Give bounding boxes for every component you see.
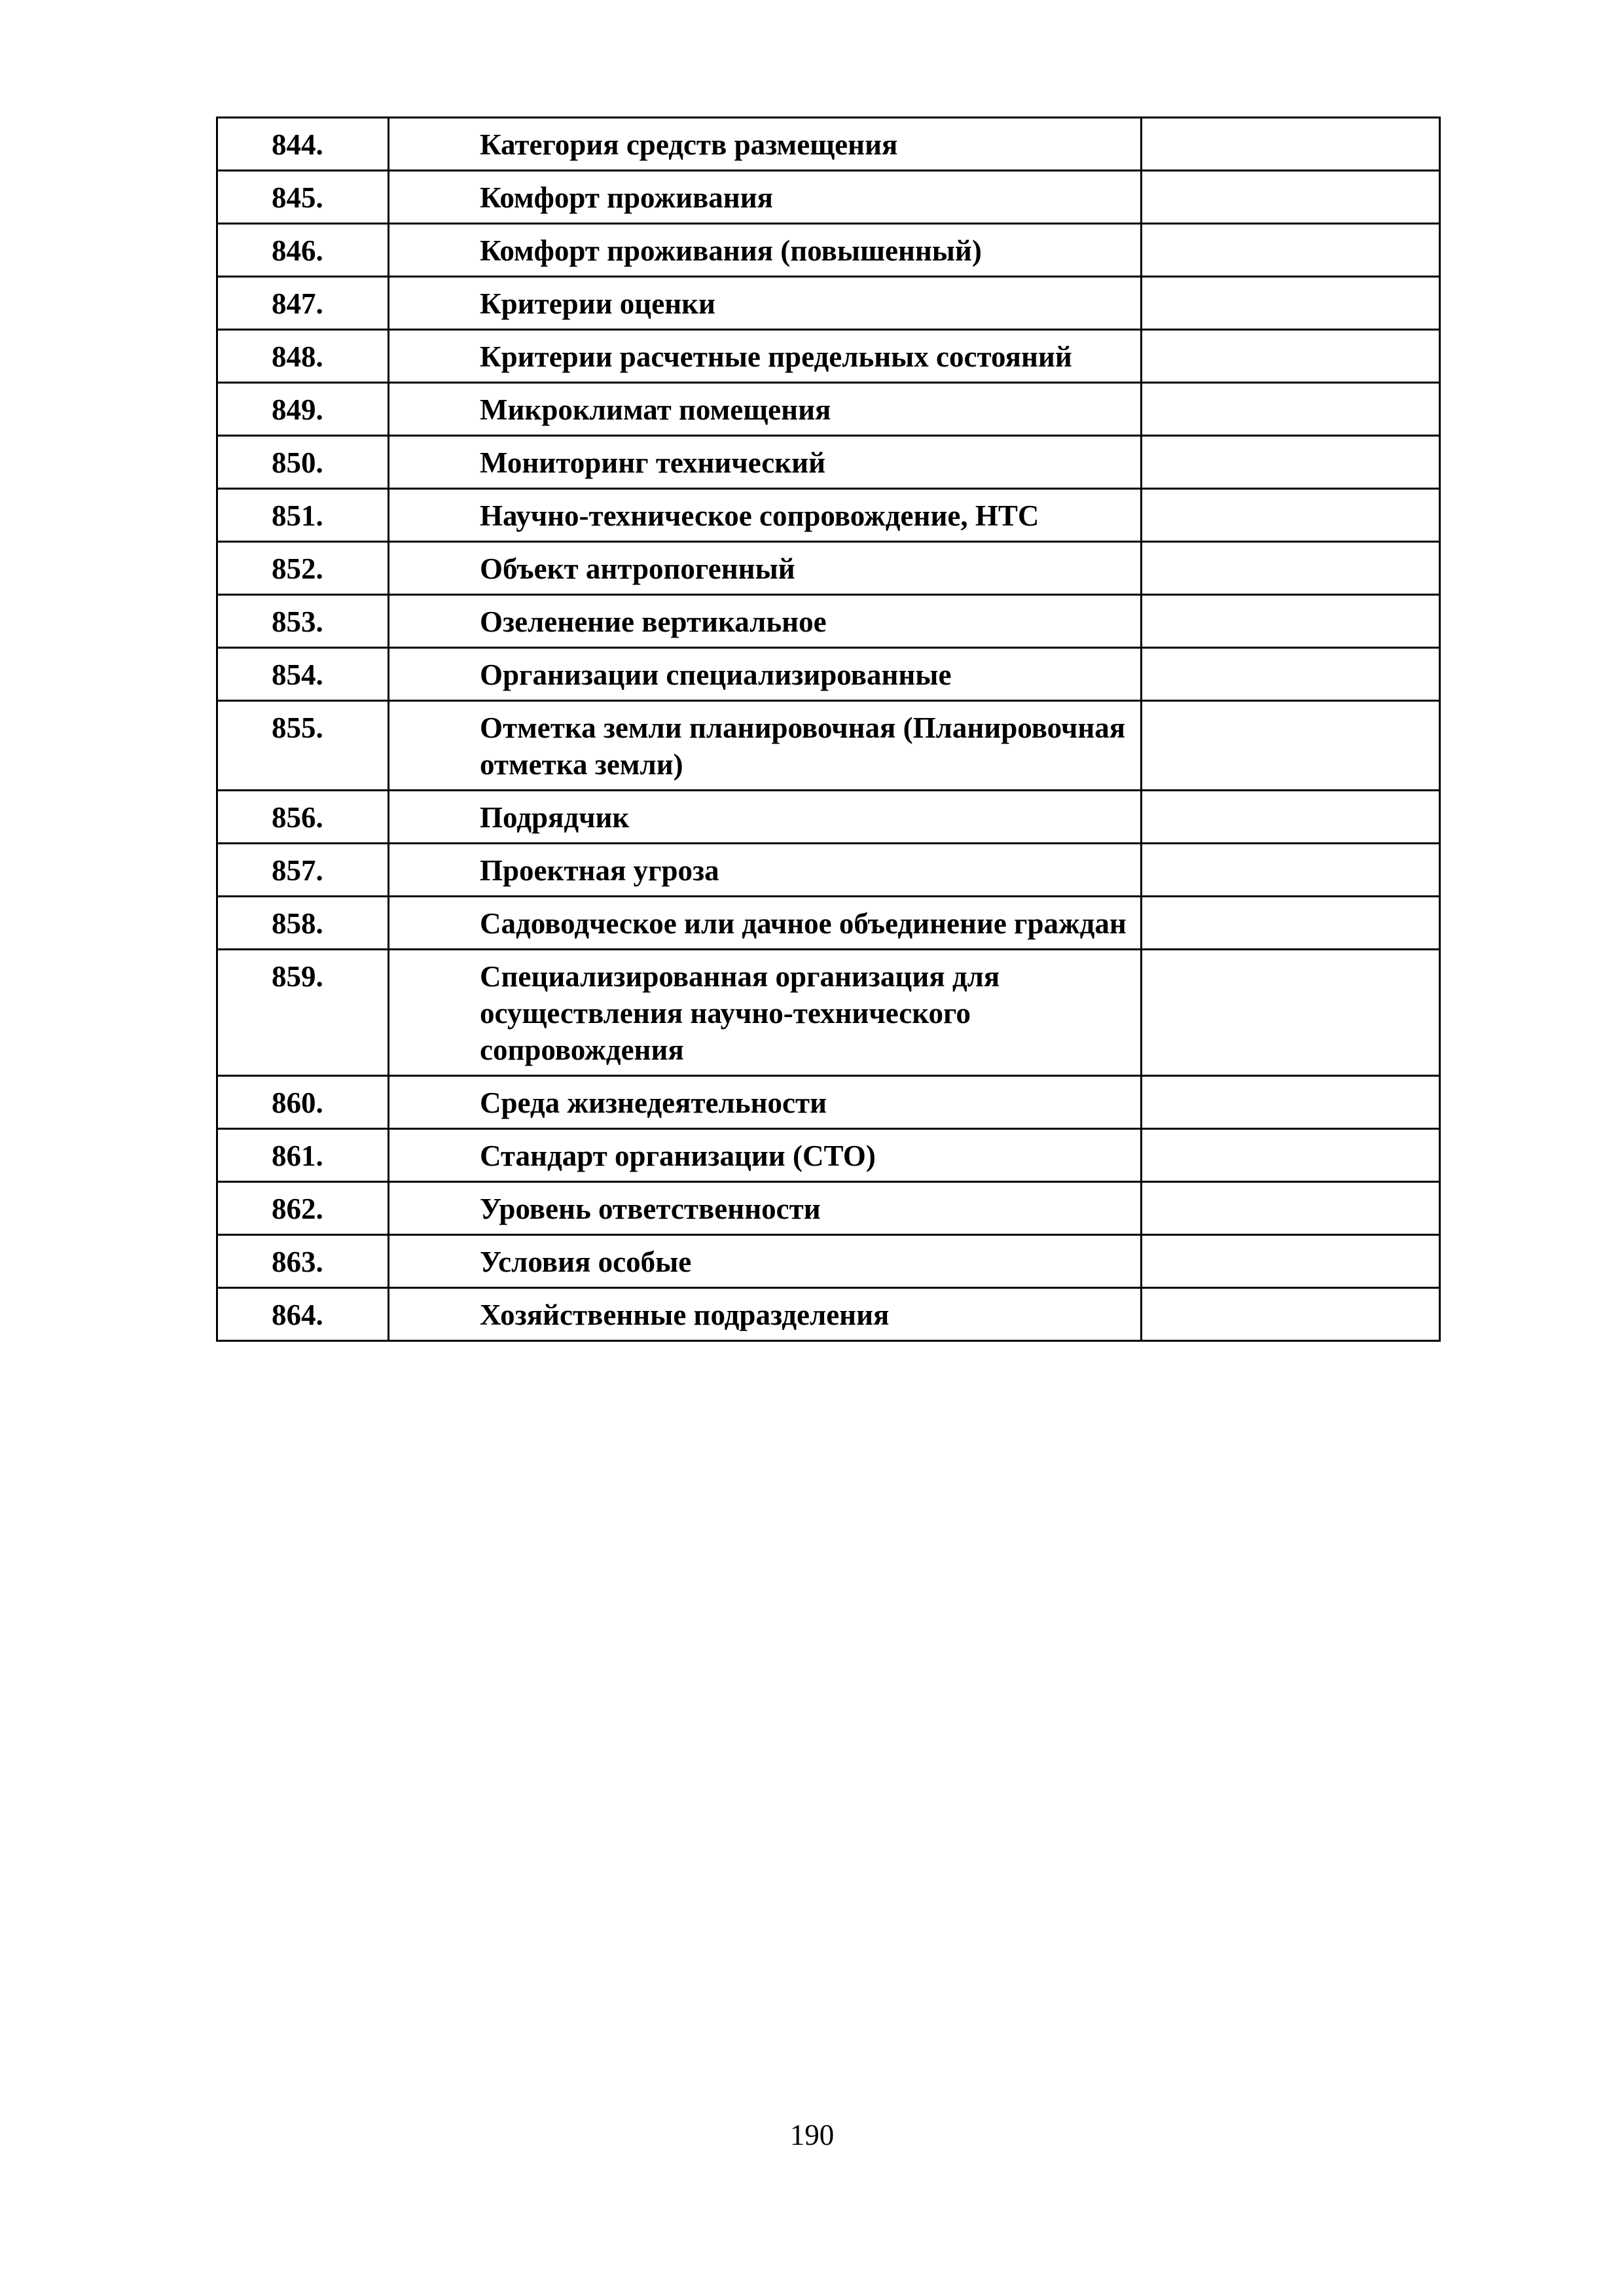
empty-cell	[1142, 791, 1440, 844]
row-number: 858.	[217, 897, 389, 950]
table-row	[217, 701, 1440, 791]
term-text: Озеленение вертикальное	[389, 595, 1142, 648]
table-row	[217, 277, 1440, 330]
table-row	[217, 542, 1440, 595]
empty-cell	[1142, 277, 1440, 330]
table-row	[217, 1129, 1440, 1182]
term-text: Объект антропогенный	[389, 542, 1142, 595]
empty-cell	[1142, 1235, 1440, 1288]
term-text: Условия особые	[389, 1235, 1142, 1288]
row-number: 851.	[217, 489, 389, 542]
term-text: Категория средств размещения	[389, 118, 1142, 171]
empty-cell	[1142, 701, 1440, 791]
term-text: Мониторинг технический	[389, 436, 1142, 489]
term-text: Научно-техническое сопровождение, НТС	[389, 489, 1142, 542]
empty-cell	[1142, 171, 1440, 224]
table-row	[217, 171, 1440, 224]
table-row	[217, 1235, 1440, 1288]
empty-cell	[1142, 595, 1440, 648]
empty-cell	[1142, 897, 1440, 950]
table-row	[217, 1288, 1440, 1341]
row-number: 859.	[217, 950, 389, 1076]
row-number: 863.	[217, 1235, 389, 1288]
empty-cell	[1142, 330, 1440, 383]
term-text: Критерии расчетные предельных состояний	[389, 330, 1142, 383]
row-number: 854.	[217, 648, 389, 701]
table-row	[217, 330, 1440, 383]
table-row	[217, 897, 1440, 950]
table-row	[217, 383, 1440, 436]
row-number: 853.	[217, 595, 389, 648]
row-number: 846.	[217, 224, 389, 277]
term-text: Хозяйственные подразделения	[389, 1288, 1142, 1341]
table-row	[217, 791, 1440, 844]
empty-cell	[1142, 1182, 1440, 1235]
empty-cell	[1142, 950, 1440, 1076]
row-number: 850.	[217, 436, 389, 489]
terms-table	[216, 117, 1441, 1342]
terms-table-body	[217, 118, 1440, 1341]
term-text: Подрядчик	[389, 791, 1142, 844]
row-number: 849.	[217, 383, 389, 436]
empty-cell	[1142, 436, 1440, 489]
empty-cell	[1142, 118, 1440, 171]
table-row	[217, 595, 1440, 648]
empty-cell	[1142, 1129, 1440, 1182]
term-text: Организации специализированные	[389, 648, 1142, 701]
term-text: Микроклимат помещения	[389, 383, 1142, 436]
empty-cell	[1142, 542, 1440, 595]
row-number: 860.	[217, 1076, 389, 1129]
table-row	[217, 1182, 1440, 1235]
page-number: 190	[789, 2119, 835, 2151]
row-number: 856.	[217, 791, 389, 844]
empty-cell	[1142, 648, 1440, 701]
term-text: Уровень ответственности	[389, 1182, 1142, 1235]
table-row	[217, 648, 1440, 701]
term-text: Садоводческое или дачное объединение граждан	[389, 897, 1142, 950]
term-text: Среда жизнедеятельности	[389, 1076, 1142, 1129]
table-row	[217, 950, 1440, 1076]
row-number: 862.	[217, 1182, 389, 1235]
term-text: Стандарт организации (СТО)	[389, 1129, 1142, 1182]
term-text: Специализированная организация для осуществления научно-технического сопровождения	[389, 950, 1142, 1076]
term-text: Проектная угроза	[389, 844, 1142, 897]
term-text: Комфорт проживания (повышенный)	[389, 224, 1142, 277]
empty-cell	[1142, 1076, 1440, 1129]
row-number: 844.	[217, 118, 389, 171]
empty-cell	[1142, 224, 1440, 277]
table-row	[217, 1076, 1440, 1129]
empty-cell	[1142, 383, 1440, 436]
row-number: 861.	[217, 1129, 389, 1182]
empty-cell	[1142, 1288, 1440, 1341]
term-text: Комфорт проживания	[389, 171, 1142, 224]
row-number: 852.	[217, 542, 389, 595]
table-row	[217, 844, 1440, 897]
row-number: 855.	[217, 701, 389, 791]
term-text: Отметка земли планировочная (Планировочная отметка земли)	[389, 701, 1142, 791]
term-text: Критерии оценки	[389, 277, 1142, 330]
table-row	[217, 436, 1440, 489]
row-number: 857.	[217, 844, 389, 897]
row-number: 864.	[217, 1288, 389, 1341]
empty-cell	[1142, 489, 1440, 542]
row-number: 848.	[217, 330, 389, 383]
row-number: 847.	[217, 277, 389, 330]
table-row	[217, 118, 1440, 171]
table-row	[217, 489, 1440, 542]
empty-cell	[1142, 844, 1440, 897]
table-row	[217, 224, 1440, 277]
row-number: 845.	[217, 171, 389, 224]
